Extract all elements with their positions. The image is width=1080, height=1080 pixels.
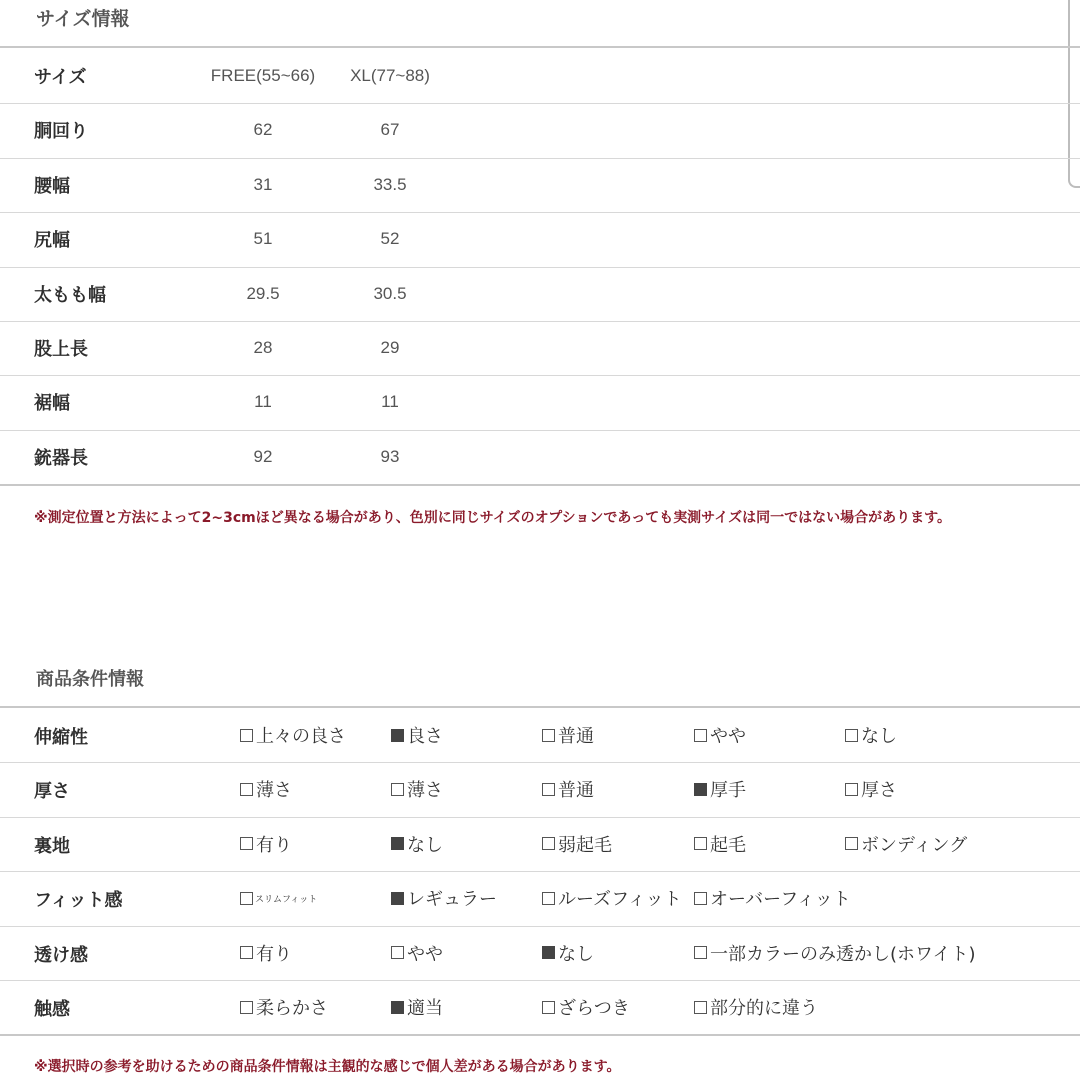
checkbox-icon[interactable] (694, 729, 707, 742)
condition-row (0, 926, 1080, 980)
size-table-row (0, 321, 1080, 375)
checkbox-icon[interactable] (542, 837, 555, 850)
size-value-xl: 30.5 (373, 283, 407, 303)
condition-row (0, 871, 1080, 925)
size-value-free: 11 (254, 392, 272, 412)
divider (0, 1034, 1080, 1036)
condition-option-label: 薄さ (407, 780, 443, 802)
condition-row (0, 708, 1080, 762)
condition-option[interactable] (391, 723, 443, 747)
condition-row-label: フィット感 (34, 890, 123, 912)
size-value-free: 29.5 (246, 283, 280, 303)
condition-row-label: 裏地 (34, 835, 70, 857)
size-value-xl: 11 (381, 392, 399, 412)
condition-option-label: 上々の良さ (256, 726, 346, 747)
condition-option[interactable] (542, 995, 630, 1019)
condition-option-label: やや (407, 943, 443, 965)
condition-row-label: 伸縮性 (34, 727, 88, 748)
condition-option[interactable] (240, 995, 328, 1019)
condition-option-label: なし (407, 834, 443, 856)
condition-option-label: 柔らかさ (256, 998, 328, 1019)
condition-option-label: 薄さ (256, 780, 292, 802)
checkbox-icon[interactable] (542, 1001, 555, 1014)
size-row-label: 腰幅 (34, 175, 70, 197)
condition-option-label: 厚さ (861, 780, 897, 802)
condition-option[interactable] (845, 777, 897, 801)
size-row-label: 銃器長 (34, 447, 88, 469)
condition-option-label: 適当 (407, 998, 443, 1019)
size-value-xl: 29 (380, 338, 400, 357)
condition-option-label: 普通 (558, 780, 594, 802)
checked-checkbox-icon[interactable] (391, 892, 404, 905)
checkbox-icon[interactable] (240, 837, 253, 850)
size-value-xl: 93 (380, 446, 400, 466)
condition-row (0, 980, 1080, 1034)
condition-option-label: 起毛 (710, 834, 746, 856)
size-row-label: 胴回り (34, 121, 88, 143)
condition-option[interactable] (391, 941, 443, 965)
condition-option-label: 一部カラーのみ透かし(ホワイト) (710, 943, 976, 965)
size-row-label: 股上長 (34, 339, 88, 360)
divider (0, 46, 1080, 48)
size-header-label: サイズ (34, 67, 87, 88)
size-info-title: サイズ情報 (36, 8, 130, 30)
checked-checkbox-icon[interactable] (542, 946, 555, 959)
condition-row-label: 厚さ (34, 781, 70, 803)
condition-option[interactable] (240, 832, 292, 856)
size-row-label: 太もも幅 (34, 284, 106, 306)
size-value-xl: 33.5 (373, 174, 407, 194)
condition-option-label: 厚手 (710, 780, 746, 802)
condition-option-label: スリムフィット (255, 894, 318, 905)
condition-option-label: ざらつき (558, 998, 630, 1019)
checkbox-icon[interactable] (542, 892, 555, 905)
size-value-free: 62 (253, 120, 273, 140)
checkbox-icon[interactable] (240, 1001, 253, 1014)
condition-option-label: 有り (256, 943, 292, 965)
condition-option[interactable] (542, 777, 594, 801)
condition-option[interactable] (240, 886, 317, 910)
size-header-free: FREE(55~66) (210, 66, 316, 85)
condition-option[interactable] (240, 941, 292, 965)
condition-option-label: オーバーフィット (710, 889, 851, 911)
size-value-free: 51 (253, 229, 273, 249)
checkbox-icon[interactable] (240, 892, 253, 905)
condition-option[interactable] (542, 941, 594, 965)
condition-option[interactable] (542, 723, 594, 747)
condition-row (0, 762, 1080, 816)
condition-option-label: やや (710, 726, 746, 747)
size-row-label: 裾幅 (34, 393, 70, 415)
size-value-xl: 52 (380, 229, 400, 249)
condition-info-title: 商品条件情報 (36, 669, 144, 690)
checkbox-icon[interactable] (240, 729, 253, 742)
condition-option[interactable] (694, 941, 976, 965)
condition-option[interactable] (694, 723, 746, 747)
condition-option[interactable] (391, 777, 443, 801)
size-value-free: 31 (253, 174, 273, 194)
condition-option[interactable] (694, 886, 851, 910)
condition-row (0, 817, 1080, 871)
condition-option[interactable] (542, 832, 612, 856)
size-row-label: 尻幅 (34, 230, 70, 252)
checked-checkbox-icon[interactable] (391, 837, 404, 850)
condition-option-label: 良さ (407, 726, 443, 747)
condition-option-label: 普通 (558, 726, 594, 747)
condition-option[interactable] (391, 995, 443, 1019)
size-value-free: 28 (253, 338, 273, 357)
checkbox-icon[interactable] (542, 783, 555, 796)
condition-option-label: レギュラー (407, 889, 497, 911)
condition-option[interactable] (391, 832, 443, 856)
checkbox-icon[interactable] (694, 837, 707, 850)
condition-option[interactable] (845, 832, 967, 856)
checked-checkbox-icon[interactable] (391, 729, 404, 742)
size-value-free: 92 (253, 446, 273, 466)
condition-row-label: 透け感 (34, 944, 88, 966)
condition-option-label: ボンディング (861, 834, 968, 856)
condition-option[interactable] (694, 995, 818, 1019)
size-table-row (0, 103, 1080, 157)
checkbox-icon[interactable] (694, 946, 707, 959)
condition-option-label: なし (861, 726, 897, 747)
condition-option-label: 部分的に違う (710, 998, 818, 1019)
condition-note: ※選択時の参考を助けるための商品条件情報は主観的な感じで個人差がある場合があります。 (34, 1059, 621, 1075)
size-header-xl: XL(77~88) (350, 66, 430, 85)
condition-option[interactable] (391, 886, 497, 910)
size-table-row (0, 212, 1080, 266)
condition-option[interactable] (542, 886, 682, 910)
condition-option[interactable] (240, 723, 346, 747)
checkbox-icon[interactable] (694, 892, 707, 905)
checked-checkbox-icon[interactable] (391, 1001, 404, 1014)
checkbox-icon[interactable] (391, 783, 404, 796)
condition-option-label: 有り (256, 834, 292, 856)
size-table-row (0, 375, 1080, 429)
checkbox-icon[interactable] (694, 1001, 707, 1014)
checkbox-icon[interactable] (542, 729, 555, 742)
divider (0, 484, 1080, 486)
condition-option[interactable] (240, 777, 292, 801)
size-value-xl: 67 (380, 120, 400, 140)
condition-option[interactable] (694, 777, 746, 801)
size-table-header (0, 49, 1080, 103)
checkbox-icon[interactable] (845, 783, 858, 796)
size-note: ※測定位置と方法によって2~3cmほど異なる場合があり、色別に同じサイズのオプションであっても実測サイズは同一ではない場合があります。 (34, 510, 951, 526)
condition-option-label: 弱起毛 (558, 834, 612, 856)
checkbox-icon[interactable] (391, 946, 404, 959)
checkbox-icon[interactable] (240, 946, 253, 959)
checkbox-icon[interactable] (845, 837, 858, 850)
condition-option-label: なし (558, 943, 594, 965)
size-table-row (0, 267, 1080, 321)
condition-option-label: ルーズフィット (558, 889, 682, 911)
condition-row-label: 触感 (34, 999, 70, 1020)
size-table-row (0, 430, 1080, 484)
condition-option[interactable] (845, 723, 897, 747)
checkbox-icon[interactable] (845, 729, 858, 742)
condition-option[interactable] (694, 832, 746, 856)
checked-checkbox-icon[interactable] (694, 783, 707, 796)
checkbox-icon[interactable] (240, 783, 253, 796)
size-table-row (0, 158, 1080, 212)
